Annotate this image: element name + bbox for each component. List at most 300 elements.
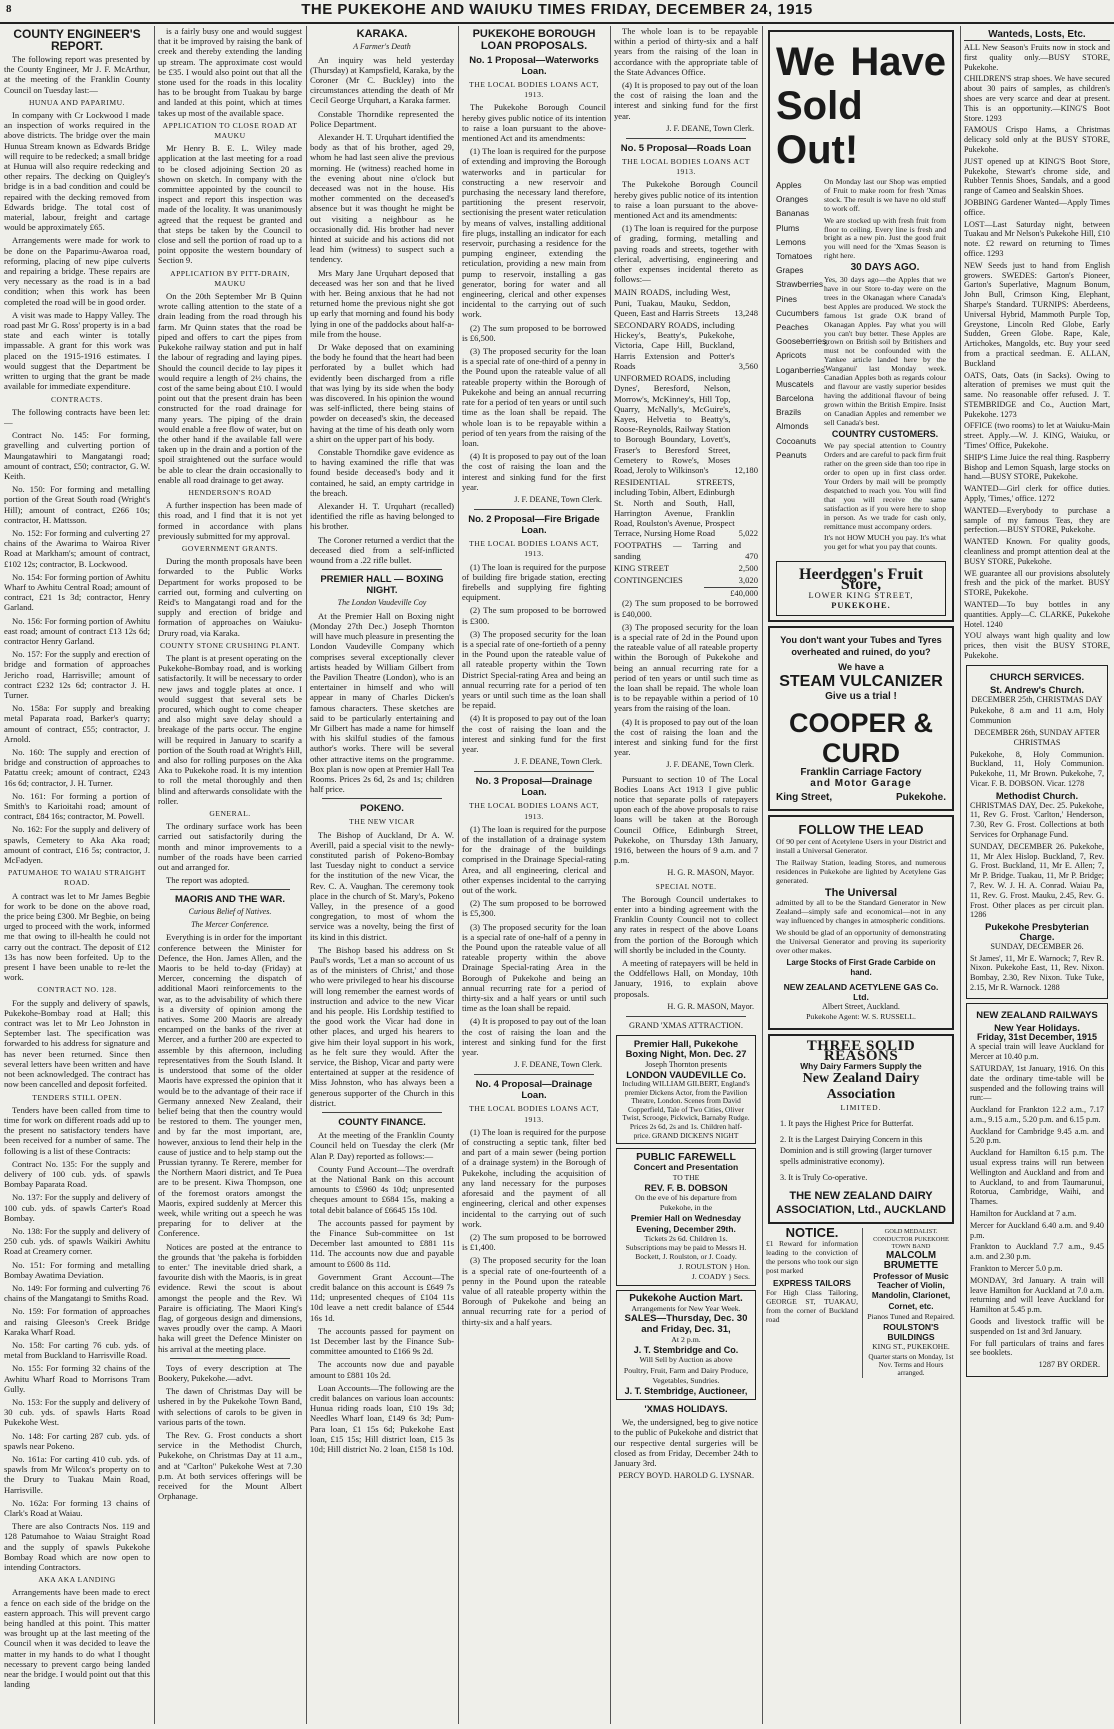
proposal-item: (3) The proposed security for the loan is a special rate of one-third of a penny in the Pound upon the rateable value of all rateable property within the Borough of Pukekohe and being an annual recurring rate for a period of ten years or until such time as the loan shall be repaid. The whole loan is to be repayable within a period of ten years from the raising of the loan. [462, 346, 606, 448]
roads-amount: 12,180 [734, 464, 758, 475]
proposal-3-heading: No. 3 Proposal—Drainage Loan. [475, 776, 593, 799]
roads-amount: 2,500 [738, 562, 758, 573]
premier-hall-heading: PREMIER HALL — BOXING NIGHT. [320, 574, 444, 597]
proposal-item: (1) The loan is required for the purpose of extending and improving the Borough waterworks and in particular for constructing a new reservoir and purchasing the necessary land therefore, partitioning the present reservoir, sectionising the present water reticulation by means of valves, installing additional fire plugs, installing an indicator for each reservoir, purchasing a residence for the pumping engineer, extending the reticulation, providing a new main from pump to reservoir, installing a gas generator, boring for water and all engineering, clerical and other expenses incidental to the carrying out of such work. [462, 146, 606, 320]
railways-text: MONDAY, 3rd January. A train will leave Hamilton for Auckland at 7.0 a.m. returning and will leave Auckland for Hamilton at 5.45 p.m. [970, 1275, 1104, 1315]
loans-act: THE LOCAL BODIES LOANS ACT, 1913. [469, 801, 599, 821]
loans-act: THE LOCAL BODIES LOANS ACT, 1913. [469, 80, 599, 100]
church-text: SUNDAY, DECEMBER 26. [990, 941, 1084, 951]
mayor-signature: H. G. R. MASON, Mayor. [667, 868, 754, 878]
classifieds-heading: Wanteds, Losts, Etc. [964, 29, 1110, 41]
fruit-item: Peanuts [776, 449, 807, 460]
fruit-item: Brazils [776, 407, 802, 418]
auction-time: At 2 p.m. [671, 1334, 701, 1344]
farewell-secretary: J. COADY } Secs. [691, 1271, 750, 1281]
masthead-title: THE PUKEKOHE AND WAIUKU TIMES FRIDAY, DECEMBER 24, 1915 [301, 1, 813, 18]
notice-text: £1 Reward for information leading to the conviction of the persons who took our sign post marked [766, 1238, 858, 1275]
subhead-drain: APPLICATION BY PITT-DRAIN, MAUKU [170, 268, 290, 288]
town-clerk-signature: J. F. DEANE, Town Clerk. [666, 123, 754, 133]
church-text: SUNDAY, DECEMBER 26. Pukekohe, 11, Mr Alex Hislop. Buckland, 7, Rev. G. Frost. Buckland, 11, Mr E. Allen; 7, Mr P. Bridge. Tuakau, 11, Mr P. Bridge; 7, Rev. W. J. H. A. Conrad. Waiau Pa, 11, Rev. G. Frost. Mauku, 2.45, Rev. G. Frost. Other places as per circuit plan. 1286 [970, 841, 1104, 920]
notice-heading: NOTICE. [785, 1225, 839, 1241]
limited: LIMITED. [840, 1103, 882, 1113]
railways-text: Frankton to Auckland 7.7 a.m., 9.45 a.m. and 2.30 p.m. [970, 1242, 1104, 1262]
patumahoe-text: A contract was let to Mr James Begbie for work to be done on the above road, the price being £300. Mr Begbie, on being urged to proceed with the work, informed me that owing to ill-health he could not carry out the contract. The deposit of £12 13s has now been forfeited. Up to the present I have been unable to re-let the work. [4, 890, 150, 983]
notice-ad [766, 1225, 858, 1377]
proposal-5-item-1: (1) The loan is required for the purpose of grading, forming, metalling and paving roads and streets, together with clerical, advertising, engineering and other expenses incidental thereto as follows:— [614, 223, 758, 285]
fruit-item: Plums [776, 222, 800, 233]
express-tailors: EXPRESS TAILORS [772, 1277, 852, 1288]
proposal-item: (4) It is proposed to pay out of the loan the cost of raising the loan and the interest and sinking fund for the first year. [462, 1016, 606, 1058]
open-tender: No. 148: For carting 287 cub. yds. of spawls near Pokeno. [4, 1430, 150, 1451]
carbide-stock: Large Stocks of First Grade Carbide on hand. [786, 958, 936, 978]
proposal-item: (3) The proposed security for the loan is a special rate of one-fortieth of a penny in the Pound upon the rateable value of all rateable property within the Town District Special-rating Area and being an annual recurring rate for a period of ten years or until such time as the loan shall be repaid. [462, 628, 606, 711]
finance-text-6: The accounts now due and payable amount to £881 10s 2d. [310, 1359, 454, 1380]
acetylene-agent: Pukekohe Agent: W. S. RUSSELL. [806, 1012, 916, 1022]
classified-item: YOU always want high quality and low prices, then visit the BUSY STORE, Pukekohe. [964, 631, 1110, 661]
roads-amount: 13,248 [734, 307, 758, 318]
aka-aka-text: Arrangements have been made to erect a fence on each side of the bridge on the eastern approach. This will prevent cargo being handled at this point. This matter was brought up at the last meeting of the Council when it was decided to leave the matter in my hands to do what I thought necessary to prevent cargo being landed near the bridge. I would point out that this landing [4, 1587, 150, 1690]
subhead-tenders: TENDERS STILL OPEN. [32, 1092, 122, 1102]
roads-row [614, 373, 758, 475]
proposal-item: (4) It is proposed to pay out of the loan the cost of raising the loan and the interest and sinking fund for the first year. [462, 451, 606, 492]
classified-item: OATS, Oats, Oats (in Sacks). Owing to alteration of premises we must quit the same. No reasonable offer refused. J. T. STEMBRIDGE and Co., Auction Mart, Pukekohe. 1273 [964, 370, 1110, 419]
subhead-general: GENERAL. [209, 809, 251, 819]
church-text: Pukekohe, 8, Holy Communion. Buckland, 11, Holy Communion. Pukekohe, 11, Mr Brown. Pukekohe, 7, Vicar. F. B. DOBSON. Vicar. 1278 [970, 749, 1104, 788]
maoris-subheading: Curious Belief of Natives. [188, 907, 272, 917]
column-loans-continued [614, 26, 758, 1724]
sold-text-2: We are stocked up with fresh fruit from floor to ceiling. Every line is fresh and bright as a new pin. Just the good fruit you will need for the 'Xmas Season is right here. [824, 215, 946, 261]
grand-xmas: GRAND 'XMAS ATTRACTION. [629, 1021, 743, 1031]
cooper-address [776, 793, 946, 803]
karaka-subheading: A Farmer's Death [353, 42, 411, 51]
roulstons-buildings: ROULSTON'S BUILDINGS [883, 1321, 939, 1343]
vaudeville-venue: Premier Hall, Pukekohe [633, 1038, 739, 1050]
auction-company: J. T. Stembridge and Co. [633, 1345, 739, 1356]
auctioneer: J. T. Stembridge, Auctioneer, [624, 1385, 748, 1396]
railways-ad [966, 1003, 1108, 1377]
st-andrews-heading: St. Andrew's Church. [989, 683, 1085, 695]
karaka-text-5: Dr Wake deposed that on examining the body he found that the heart had been perforated by a bullet which had evidently been discharged from a rifle that was lying by its side when the body was discovered. In his opinion the wound was self-inflicted, there being stains of powder on deceased's skin, the deceased having at the time of his death only worn a shirt on the upper part of his body. [310, 341, 454, 444]
roads-row [614, 320, 758, 371]
subhead-henderson: HENDERSON'S ROAD [188, 487, 272, 497]
music-teacher-ad [862, 1228, 956, 1377]
pokeno-text: The Bishop of Auckland, Dr A. W. Averill, paid a special visit to the newly-constituted parish of Pokeno-Bombay last Tuesday night to conduct a service for the institution of the new Vicar, the Rev. C. A. Vaughan. The ceremony took place in the church of St. Mary's, Pokeno Valley, in the presence of a good congregation, to most of whom the service was a novelty, being the first of its kind in this district. [310, 829, 454, 942]
finance-text-5: The accounts passed for payment on 1st December last by the Finance Sub-committee amounted to £166 9s 2d. [310, 1325, 454, 1357]
open-tender: No. 138: For the supply and delivery of 250 cub. yds. of spawls Waikiri Awhitu Road at Creamery corner. [4, 1225, 150, 1257]
roads-name: KING STREET [614, 562, 670, 573]
karaka-text-2: Constable Thorndike represented the Police Department. [310, 108, 454, 129]
general-text: The ordinary surface work has been carried out satisfactorily during the month and minor improvements to a number of the roads have been carried out and arranged for. [158, 821, 302, 873]
lead-text-2: The Railway Station, leading Stores, and numerous residences in Pukekohe are lighted by Acetylene Gas generated. [776, 858, 946, 886]
masthead [0, 0, 1114, 24]
classified-item: WE guarantee all our provisions absolutely fresh and the pick of the market. BUSY STORE, Pukekohe. [964, 568, 1110, 598]
classified-item: ALL New Season's Fruits now in stock and first quality only.—BUSY STORE, Pukekohe. [964, 43, 1110, 72]
tenders-text: Tenders have been called from time to time for work on different roads add up to the present no satisfactory tenders have been received for a number of same. The following is a list of these Contracts: [4, 1104, 150, 1156]
frost-service-note: The Rev. G. Frost conducts a short service in the Methodist Church, Pukekohe, on Christmas Day at 11 a.m., and at "Carlton" Pukekohe West at 7.30 p.m. At both services offerings will be received for the Mount Albert Orphanage. [158, 1430, 302, 1502]
railways-text: Auckland for Frankton 12.2 a.m., 7.17 a.m., 9.15 a.m., 5.20 p.m. and 6.15 p.m. [970, 1105, 1104, 1124]
karaka-text-6: Constable Thorndike gave evidence as to having examined the rifle that was found beside deceased's body and it contained, he said, an empty cartridge in the breach. [310, 447, 454, 498]
engineer-intro: The following report was presented by the County Engineer, Mr J. F. McArthur, at the meeting of the Franklin County Council on Tuesday last:— [4, 54, 150, 95]
finance-text: At the meeting of the Franklin County Council held on Tuesday the clerk (Mr Alan P. Day) reported as follows:— [310, 1130, 454, 1161]
contract-item: No. 157: For the supply and erection of bridge and formation of approaches Jericho road, Harrisville; amount of contract £232 12s 6d; contractor J. H. Turner. [4, 649, 150, 700]
acetylene-company: NEW ZEALAND ACETYLENE GAS Co. Ltd. [783, 981, 939, 1002]
roads-row [614, 477, 758, 538]
fruit-item: Pines [776, 293, 797, 304]
farewell-tickets: Tickets 2s 6d. Children 1s. [644, 1233, 728, 1243]
open-tender: Contract No. 135: For the supply and delivery of 100 cub. yds. of spawls Bombay Paparata Road. [4, 1158, 150, 1190]
proposal-2-heading: No. 2 Proposal—Fire Brigade Loan. [468, 514, 600, 537]
railways-text: For full particulars of trains and fares see booklets. [970, 1338, 1104, 1358]
pokeno-text-2: The Bishop based his address on St Paul's words, 'Let a man so account of us as of the ministers of Christ,' and those who were privileged to hear his discourse will long remember the earnest words of instruction and advice to the new Vicar and his people. His Lordship testified to the good work the Vicar had done in other places, and urged his hearers to give him their loyal support in his work, as he felt sure they would. After the service, the Bishop, Vicar and party were entertained at supper at the residence of Miss Johnston, who has always been a generous supporter of the Church in this district. [310, 944, 454, 1108]
fruit-item: Strawberries [776, 279, 824, 290]
column-engineer-report [4, 26, 150, 1724]
cooper-curd-name: COOPER & CURD [788, 708, 934, 769]
railways-text: Hamilton for Auckland at 7 a.m. [970, 1209, 1077, 1219]
sold-text: On Monday last our Shop was emptied of Fruit to make room for fresh 'Xmas stock. The result is we have no old stuff to work off. [824, 177, 946, 213]
fruit-item: Tomatoes [776, 251, 813, 262]
fruit-item: Oranges [776, 194, 809, 205]
page-number: 8 [6, 3, 12, 15]
gold-medalist: GOLD MEDALIST. CONDUCTOR PUKEKOHE TOWN BAND [873, 1228, 949, 1251]
vaudeville-ad [616, 1035, 756, 1144]
cooper-town: Pukekohe. [895, 791, 946, 803]
fruit-item: Cucumbers [776, 307, 819, 318]
proposal-item: (3) The proposed security for the loan is a special rate of 2d in the Pound upon the rateable value of all rateable property within the Borough of Pukekohe and being an annual recurring rate for a period of ten years or until such time as the loan shall be repaid. The whole loan is to be repayable within a period of 10 years from the raising of the loan. [614, 621, 758, 714]
open-tender: No. 155: For forming 32 chains of the Awhitu Wharf Road to Morrisons Tram Gully. [4, 1363, 150, 1394]
railways-date: Friday, 31st December, 1915 [977, 1031, 1097, 1042]
proposal-item: (4) It is proposed to pay out of the loan the cost of raising the loan and the interest and sinking fund for the first year. [462, 713, 606, 754]
cooper-curd-ad [768, 626, 954, 811]
classified-item: SHIP'S Lime Juice the real thing. Raspberry Bishop and Lemon Squash, large stocks on hand.—BUSY STORE, Pukekohe. [964, 452, 1110, 482]
farewell-heading: PUBLIC FAREWELL [636, 1151, 736, 1164]
roads-table [614, 287, 758, 598]
methodist-heading: Methodist Church. [995, 789, 1079, 801]
auction-sales-date: SALES—Thursday, Dec. 30 and Friday, Dec. 31, [624, 1313, 748, 1335]
country-customers-heading: COUNTRY CUSTOMERS. [831, 429, 939, 440]
proposal-1-intro: The Pukekohe Borough Council hereby gives public notice of its intention to raise a loan pursuant to the above-mentioned Act and its amendments: [462, 102, 606, 144]
fruit-store-ad [768, 30, 954, 622]
loans-act: THE LOCAL BODIES LOANS ACT, 1913. [469, 1104, 599, 1124]
roads-row [614, 563, 758, 573]
fruit-item: Gooseberries [776, 336, 827, 347]
three-reasons: THREE SOLID REASONS [806, 1037, 916, 1064]
sold-out-headline: We Have Sold Out! [776, 40, 946, 172]
auction-arrangements: Arrangements for New Year Week. [631, 1304, 741, 1314]
roads-total: £40,000 [704, 587, 758, 598]
karaka-heading: KARAKA. [356, 28, 408, 40]
subhead-grants: GOVERNMENT GRANTS. [181, 543, 279, 553]
vaudeville-presenter: Joseph Thornton presents [645, 1059, 727, 1069]
roads-row [614, 575, 758, 585]
proposal-item: (1) The loan is required for the purpose of building fire brigade station, erecting firebells and supplying fire fighting equipment. [462, 561, 606, 603]
fruit-item: Apples [776, 180, 802, 190]
farewell-subscriptions: Subscriptions may be paid to Messrs H. Bockett, J. Roulston, or J. Coady. [625, 1243, 747, 1261]
open-tender: No. 151: For forming and metalling Bombay Awatima Deviation. [4, 1259, 150, 1280]
fruit-store-nameplate [776, 561, 946, 616]
contract-item: No. 156: For forming portion of Awhitu east road; amount of contract £13 12s 6d; contractor Henry Garland. [4, 615, 150, 646]
premier-hall-subheading: The London Vaudeville Coy [337, 598, 427, 608]
vaudeville-details: Including WILLIAM GILBERT, England's premier Dickens Actor, from the Pavilion Theatre, London. Scenes from David Copperfield, Tale of Two Cities, Oliver Twist, Scrooge, Pickwick, Barnaby Rudge. [622, 1079, 750, 1123]
open-tender: No. 158: For carting 76 cub. yds. of metal from Buckland to Harrisville Road. [4, 1339, 150, 1361]
contract-item: No. 160: The supply and erection of bridge and construction of approaches to Patattu creek; amount of contract, £243 16s 6d; contractor, J. H. Turner. [4, 747, 150, 788]
special-note-heading: SPECIAL NOTE. [655, 881, 717, 891]
fruit-item: Barcelona [776, 393, 814, 404]
karaka-text-7: Alexander H. T. Urquhart (recalled) identified the rifle as having belonged to his brother. [310, 501, 454, 532]
lead-text: Of 90 per cent of Acetylene Users in your District and install a Universal Generator. [776, 837, 946, 856]
loan-repay-text-2: (4) It is proposed to pay out of the loan the cost of raising the loan and the interest and sinking fund for the first year. [614, 80, 758, 121]
classified-item: CHILDREN'S strap shoes. We have secured about 30 pairs of samples, as children's shoes are very scarce and dear at present. This is an opportunity.—KING'S Boot Store. 1293 [964, 74, 1110, 123]
tubes-question: You don't want your Tubes and Tyres overheated and ruined, do you? [780, 635, 942, 658]
classified-item: WANTED—To buy bottles in any quantities. Apply—C. CLARKE, Pukekohe Hotel. 1240 [964, 600, 1110, 629]
town-band-note: The dawn of Christmas Day will be ushered in by the Pukekohe Town Band, with selections of carols to be given in various parts of the town. [158, 1386, 302, 1427]
pokeno-heading: POKENO. [360, 803, 404, 815]
railways-text: A special train will leave Auckland for Mercer at 10.40 p.m. [970, 1042, 1104, 1062]
classified-item: LOST—Last Saturday night, between Tuakau and Mr Nelson's Pukekohe Hill, £10 note. £2 reward on returning to Times office. 1293 [964, 219, 1110, 258]
subhead-close-road: APPLICATION TO CLOSE ROAD AT MAUKU [162, 120, 298, 141]
contract-128-text: For the supply and delivery of spawls, Pukekohe-Bombay road at Hall; this contract was let to Mr Leo Johnston in September last. The specification was forwarded to his address for signature and has never been returned. Since then several letters have been written and have not been acknowledged. The contract has now been cancelled and deposit forfeited. [4, 997, 150, 1090]
thirty-days-heading: 30 DAYS AGO. [850, 262, 920, 274]
railways-text: Mercer for Auckland 6.40 a.m. and 9.40 p.m. [970, 1220, 1104, 1240]
farewell-occasion: On the eve of his departure from Pukekohe, in the [635, 1193, 737, 1213]
fruit-item: Loganberries [776, 364, 825, 375]
fruit-list [776, 178, 827, 555]
fruit-item: Almonds [776, 421, 809, 432]
roads-name: CONTINGENCIES [614, 574, 683, 585]
loan-proposals-heading: PUKEKOHE BOROUGH LOAN PROPOSALS. [472, 28, 596, 52]
column-report-continued [158, 26, 302, 1724]
cooper-street: King Street, [776, 791, 833, 803]
auction-sell: Will Sell by Auction as above [639, 1355, 733, 1365]
grants-text: During the month proposals have been forwarded to the Public Works Department for works proposed to be carried out, forming and culverting on Reid's to Mangatangi road and for the supply and erection of bridge and formation of approaches on Waiuku-Drury road, via Karaka. [158, 556, 302, 638]
reasons-list [776, 1118, 946, 1183]
fruit-store-body [824, 178, 946, 555]
roads-name: UNFORMED ROADS, including Dynes', Beresford, Nelson, Morrow's, McKinney's, Hill Top, Quarry, McNally's, McGuire's, Kayes, Helvetia to Beatty's, Roose-Reynolds, Railway Station to Borough Boundary, Lovett's, Fraser's to Beresford Street, Cemetery to Rowe's, Moses Road, Jeroly to Wilkinson's [614, 373, 731, 475]
lead-text-4: We should be glad of an opportunity of demonstrating the Universal Generator and proving its superiority over other makes. [776, 928, 946, 956]
pianos-tuned: Pianos Tuned and Repaired. [867, 1311, 955, 1321]
finance-text-3: The accounts passed for payment by the Finance Sub-committee on 1st December last amounted to £881 11s 11d. The accounts now due and payable amount to £600 8s 11d. [310, 1217, 454, 1269]
vaudeville-prices: Prices 2s 6d, 2s and 1s. Children half-price. GRAND DICKEN'S NIGHT [629, 1122, 743, 1140]
auction-items: Poultry, Fruit, Farm and Dairy Produce, Vegetables, Sundries. [623, 1365, 749, 1385]
column-classifieds [964, 26, 1110, 1724]
proposal-5-heading: No. 5 Proposal—Roads Loan [620, 143, 752, 155]
engineer-report-heading: COUNTY ENGINEER'S REPORT. [13, 27, 141, 53]
church-text: DECEMBER 25th, CHRISTMAS DAY [971, 694, 1103, 704]
proposal-1-heading: No. 1 Proposal—Waterworks Loan. [469, 55, 599, 77]
proposal-item: (2) The sum proposed to be borrowed is £6,500. [462, 322, 606, 343]
church-text: Pukekohe, 8 a.m and 11 a.m, Holy Communion [970, 706, 1104, 726]
farewell-venue: Premier Hall on Wednesday Evening, December 29th. [630, 1213, 742, 1234]
open-tender: No. 162a: For forming 13 chains of Clark's Road at Waiau. [4, 1497, 150, 1519]
karaka-text: An inquiry was held yesterday (Thursday) at Kampsfield, Karaka, by the Coroner (Mr C. Buckley) into the circumstances attending the death of Mr Cecil George Urquhart, a Karaka farmer. [310, 54, 454, 106]
maoris-text-2: Notices are posted at the entrance to the grounds that 'the pakeha is forbidden to enter.' The inevitable dried shark, a favourite dish with the Maoris, is in great evidence. Rewi the scout is about amongst the people and the Rev. Wi Paraire is officiating. The Maori King's flag, of gorgeous design and dimensions, waves proudly over the camp. A Maori haka will greet the Defence Minister on his arrival at the meeting place. [158, 1241, 302, 1354]
drain-text: On the 20th September Mr B Quinn wrote calling attention to the state of a drain leading from the road through his farm. Mr Quinn states that the road be piped and offers to cart the pipes from Pukekohe railway station and put in half the labour of regrading and laying pipes. Should the council decide to lay pipes it would require a length of 2½ chains, the cost of the same being about £10. I would point out that the present drain has been constructed for the road drainage for many years. The piping of the drain would enable a free flow of water, but on the other hand if the available fall were taken up in the drain and a portion of the spoil straightened out the surface would be able to clear the drain occasionally to enable all road drainage to get away. [158, 291, 302, 485]
classified-item: WANTED—Girl clerk for office duties. Apply, 'Times,' office. 1272 [964, 484, 1110, 504]
karaka-text-8: The Coroner returned a verdict that the deceased died from a self-inflicted wound from a .22 rifle bullet. [310, 534, 454, 566]
poll-notice: Pursuant to section 10 of The Local Bodies Loans Act 1913 I give public notice that separate polls of ratepayers upon each of the above proposals to raise loans will be taken at the Borough Council Office, Edinburgh Street, Pukekohe, on Thursday 13th January, 1916, between the hours of 9 a.m. and 7 p.m. [614, 773, 758, 866]
town-clerk-signature: J. F. DEANE, Town Clerk. [514, 757, 602, 767]
motor-garage: and Motor Garage [810, 777, 912, 789]
universal-heading: The Universal [824, 887, 898, 900]
toys-note: Toys of every description at The Bookery, Pukekohe.—advt. [158, 1362, 302, 1383]
xmas-holidays-heading: 'XMAS HOLIDAYS. [644, 1404, 728, 1416]
give-us-trial: Give us a trial ! [825, 691, 897, 703]
mayor-signature: H. G. R. MASON, Mayor. [667, 1001, 754, 1011]
contract-item: No. 152: For forming and culverting 27 chains of the Awarima to Wairoa River Road at Markham's; amount of contract, £102 12s; contractor, B. Lockwood. [4, 527, 150, 569]
country-customers-text-2: It's not HOW MUCH you pay. It's what you get for what you pay that counts. [824, 533, 946, 552]
happy-valley-text: A visit was made to Happy Valley. The road past Mr G. Ross' property is in a bad state and each winter is totally impassable. A grant for this work was placed on the 1915-1916 estimates. I would suggest that the Department be written to urging that the grant be made available for immediate expenditure. [4, 309, 150, 392]
subhead-patumahoe: PATUMAHOE TO WAIAU STRAIGHT ROAD. [8, 868, 146, 888]
notice-text-3: For High Class Tailoring, GEORGE ST, TUAKAU, from the corner of Buckland road [766, 1287, 858, 1324]
county-finance-heading: COUNTY FINANCE. [338, 1117, 426, 1129]
subhead-hunua: HUNUA AND PAPARIMU. [28, 97, 126, 107]
finance-text-7: Loan Accounts—The following are the credit balances on various loan accounts: Hunua riding roads loan, £10 19s 3d; Needles Wharf loan, £149 6s 3d; Pum-Para loan, £1 15s 6d; Pukekohe East loan, £15 15s; Hill district loan, £15 3s 10d; Hill district No. 2 loan, £158 1s 10d. [310, 1382, 454, 1454]
maoris-subheading-2: The Mercer Conference. [191, 919, 269, 929]
why-dairy-farmers: Why Dairy Farmers Supply the [800, 1060, 922, 1071]
reason-item: 3. It is Truly Co-operative. [780, 1173, 868, 1183]
nz-dairy-association: New Zealand Dairy Association [802, 1071, 920, 1103]
stone-plant-text: The plant is at present operating on the Pukekohe-Bombay road, and is working satisfactorily. It will be necessary to order new jaws and toggle plates at once. I would suggest that several sets be procured, which ought to come cheaper and also might save delay should a breakage of the parts occur. The engine will be required in January to scarify a portion of the South road at Wright's Hill, and also for rolling purposes on the Aka Aka to Pukekohe road. It is my intention to roll the metal thoroughly and then blind and afterwards consolidate with the roller. [158, 652, 302, 806]
farewell-to: TO THE [672, 1172, 700, 1182]
finance-text-4: Government Grant Account—The credit balance on this account is £649 7s 11d; unpresented cheques of £104 11s 10d leave a nett credit balance of £544 16s 1d. [310, 1271, 454, 1323]
proposal-5-intro: The Pukekohe Borough Council hereby gives public notice of its intention to raise a loan pursuant to the above-mentioned Act and its amendments: [614, 179, 758, 221]
tenders-end: There are also Contracts Nos. 119 and 128 Patumahoe to Waiau Straight Road and the supply of spawls Pukekohe Bombay Road which are now open to intending Contractors. [4, 1521, 150, 1573]
proposal-item: (1) The loan is required for the purpose of constructing a septic tank, filter bed and part of a main sewer (being portion of a drainage system) in the Borough of Pukekohe, including the acquisition of any land necessary for the purposes aforesaid and the payment of all engineering, clerical and other expenses incidental to the carrying out of such work. [462, 1126, 606, 1229]
roads-name: SECONDARY ROADS, including Hickey's, Beatty's, Pukekohe, Victoria, Cape Hill, Buckland, Harris Extension and Potter's Roads [614, 320, 735, 371]
proposal-item: (3) The proposed security for the loan is a special rate of one-fourteenth of a penny in the Pound upon the rateable value of all rateable property within the Borough of Pukekohe and being an annual recurring rate for a period of thirty-six and a half years. [462, 1255, 606, 1327]
town-clerk-signature: J. F. DEANE, Town Clerk. [514, 1060, 602, 1070]
landing-text: is a fairly busy one and would suggest that it be improved by raising the bank of creek and thereby extending the landing up stream. The approximate cost would be £35. I would also point out that all the stone used for the roads in this locality has to be brought from Tuakau by barge and landed at this point, which at times takes up most of the available space. [158, 26, 302, 118]
roads-name: FOOTPATHS — Tarring and sanding [614, 540, 742, 561]
report-adopted: The report was adopted. [166, 875, 250, 886]
proposal-item: (1) The loan is required for the purpose of the installation of a drainage system for the drainage of the buildings comprised in the Drainage Special-rating Area, and all engineering, clerical and other expenses incidental to the carrying out of the work. [462, 823, 606, 896]
hunua-text: In company with Cr Lockwood I made an inspection of works required in the above districts. The bridge over the main Hunua Stream known as Edwards Bridge will require to be redecked; a small bridge at Hunua will also require redecking and other repairs. The decking on Quigley's bridge is in a bad condition and could be repaired with the decking removed from Edwards bridge. The total cost of material, labour, freight and cartage would be approximately £65. [4, 110, 150, 233]
roads-amount: 3,020 [738, 574, 758, 585]
church-text: CHRISTMAS DAY, Dec. 25. Pukekohe, 11, Rev G. Frost. 'Carlton,' Henderson, 7.30, Rev G. Frost. Collections at both Services for Orphanage Fund. [970, 800, 1104, 839]
contract-item: No. 161: For forming a portion of Smith's to Karioitahi road; amount of contract, £84 16s; contractor, M. Powell. [4, 790, 150, 822]
teacher-name: MALCOLM BRUMETTE [883, 1249, 939, 1271]
loans-act: THE LOCAL BODIES LOANS ACT 1913. [622, 157, 750, 177]
farewell-subheading: Concert and Presentation [633, 1162, 739, 1173]
classified-item: OFFICE (two rooms) to let at Waiuku-Main street. Apply.—W. J. KING, Waiuku, or 'Times' Office, Pukekohe. [964, 421, 1110, 451]
proposal-item: (2) The sum proposed to be borrowed is £40,000. [614, 598, 758, 619]
column-advertisements [766, 26, 956, 1724]
classified-item: WANTED—Everybody to purchase a sample of my famous Teas, they are perfection.—BUSY STORE, Pukekohe. [964, 505, 1110, 535]
professor-of-music: Professor of Music [873, 1270, 949, 1281]
classified-item: FAMOUS Crispo Hams, a Christmas delicacy sold only at the BUSY STORE, Pukekohe. [964, 125, 1110, 154]
open-tender: No. 161a: For carting 410 cub. yds. of spawls from Mr Wilcox's property on to the Drury to Tuakau Main Road, Harrisville. [4, 1454, 150, 1495]
classified-item: NEW Seeds just to hand from English growers. SWEDES: Garton's Pioneer, Garton's Superlative, Magnum Bonum, John Bull, Crimson King, Elephant, Sharpe's Standard. TURNIPS: Aberdeens, Universal Hybrid, Mammoth Purple Top, Greystone, Lincoln Red Globe, Early Sudden, Green Globe. Rape, Kale, Artichokes, Mangolds, etc. Buy your seed from a practical seedman. E. ALLAN, Buckland [964, 260, 1110, 368]
farewell-secretary: J. ROULSTON } Hon. [678, 1261, 750, 1271]
premier-hall-text: At the Premier Hall on Boxing night (Monday 27th Dec.) Joseph Thornton will have much pleasure in presenting the London Vaudeville Company which comprises several exceptionally clever artists headed by William Gilbert from the Pavilion Theatre (London), who is an entertainer in himself and who will appear in many of Charles Dicken's famous characters. These sketches are said to be particularly entertaining and Mr Gilbert has made a name for himself with his skilful studies of the famous author's works. There will be several other attractive items on the programme. Box plan is now open at Premier Hall Tea Rooms. Prices 2s 6d, 2s and 1s; children half price. [310, 610, 454, 795]
henderson-text: A further inspection has been made of this road, and I find that it is not yet formed in accordance with plans previously submitted for my approval. [158, 500, 302, 541]
we-have: We have a [838, 661, 884, 673]
column-karaka [310, 26, 454, 1724]
thirty-days-text: Yes, 30 days ago—the Apples that we have in our Store to-day were on the trees in the Okanagan where Canada's best Apples are produced. We stock the famous 1st grade O.K brand of Okanagan Apples. Pay what you will you can't buy better. These Apples are grown on British soil by Britishers and must not be confounded with the Yankee article landed here by the 'Wanganui' last Monday week. Canadian Apples both as regards colour and flavour are vastly superior besides having the additional flavour of being grown within the British Empire. Insist on Canadian Apples and remember we sell Canada's best. [824, 275, 946, 427]
auction-mart-ad [616, 1290, 756, 1400]
roads-name: RESIDENTIAL STREETS, including Tobin, Albert, Edinburgh St. North and South, Hall, Harrington Avenue, Franklin Road, Roulston's Avenue, Prospect Terrace, Nursing Home Road [614, 477, 735, 539]
reason-item: 2. It is the Largest Dairying Concern in this Dominion and is still growing (larger turnover spells administrative economy). [780, 1135, 932, 1167]
fruit-item: Lemons [776, 236, 806, 247]
vaudeville-date: Boxing Night, Mon. Dec. 27 [625, 1048, 747, 1060]
contract-item: No. 154: For forming portion of Awhitu Wharf to Awhitu Central Road; amount of contract, £21 1s 3d; contractor, Henry Garland. [4, 571, 150, 613]
xmas-holidays-text: We, the undersigned, beg to give notice to the public of Pukekohe and district that our respective dental surgeries will be closed as from Friday, December 24th to January 3rd. [614, 1417, 758, 1468]
subhead-contract-128: CONTRACT NO. 128. [37, 985, 117, 995]
proposal-4-heading: No. 4 Proposal—Drainage Loan. [475, 1079, 593, 1102]
open-tender: No. 149: For forming and culverting 76 chains of the Mangatangi to Smiths Road. [4, 1282, 150, 1304]
church-text: DECEMBER 26th, SUNDAY AFTER CHRISTMAS [974, 728, 1100, 747]
nzda-name: THE NEW ZEALAND DAIRY ASSOCIATION, Ltd., AUCKLAND [776, 1190, 946, 1217]
fruit-item: Apricots [776, 350, 807, 361]
roads-row [614, 540, 758, 560]
reason-item: 1. It pays the Highest Price for Butterfat. [780, 1119, 914, 1129]
carriage-factory: Franklin Carriage Factory [800, 767, 922, 779]
open-tender: No. 137: For the supply and delivery of 100 cub. yds. of spawls Carter's Road Bombay. [4, 1192, 150, 1223]
roads-amount: 3,560 [738, 360, 758, 371]
special-note-text: The Borough Council undertakes to enter into a binding agreement with the Franklin County Council not to collect any rates in respect of the above Loans from the portion of the Borough which will shortly be included in the County. [614, 893, 758, 955]
maoris-heading: MAORIS AND THE WAR. [175, 894, 285, 906]
king-st: KING ST., PUKEKOHE. [872, 1342, 950, 1352]
proposal-item: (2) The sum proposed to be borrowed is £1,400. [462, 1231, 606, 1253]
follow-the-lead: FOLLOW THE LEAD [798, 822, 924, 838]
proposal-item: (4) It is proposed to pay out of the loan the cost of raising the loan and the interest and sinking fund for the first year. [614, 716, 758, 758]
column-loan-proposals [462, 26, 606, 1724]
fruit-item: Bananas [776, 208, 810, 219]
steam-vulcanizer: STEAM VULCANIZER [779, 673, 943, 691]
hunua-text-2: Arrangements were made for work to be done on the Paparimu-Awaroa road, reforming, placing of new pipe culverts and repairing a bridge. These repairs are very necessary as the road is in a bad condition; when this work has been completed the road will be in good order. [4, 235, 150, 307]
auction-mart-heading: Pukekohe Auction Mart. [629, 1293, 743, 1305]
by-order: 1287 BY ORDER. [1038, 1360, 1100, 1370]
church-services [966, 665, 1108, 999]
farewell-ad [616, 1148, 756, 1286]
lead-text-3: admitted by all to be the Standard Generator in New Zealand—simply safe and economical—not in any way influenced by changes in atmospheric conditions. [776, 898, 946, 926]
bottom-ads [766, 1225, 956, 1378]
classified-item: JOBBING Gardener Wanted—Apply Times office. [964, 197, 1110, 217]
roads-name: MAIN ROADS, including West, Puni, Tuakau, Mauku, Seddon, Queen, East and Harris Streets [614, 287, 731, 318]
open-tender: No. 153: For the supply and delivery of 30 cub. yds. of spawls Harts Road Pukekohe West. [4, 1396, 150, 1428]
proposal-item: (2) The sum proposed to be borrowed is £5,300. [462, 898, 606, 919]
subhead-contracts: CONTRACTS. [50, 394, 104, 404]
fruit-item: Peaches [776, 322, 809, 333]
country-customers-text: We pay special attention to Country Orders and are careful to pack firm fruit rather on the green side than too ripe in order to open up in first class order. Your Orders by mail will be promptly despatched to reach you. You will find that you will receive the same satisfaction as if you were here to shop in person. As we trade for cash only, remittance must accompany orders. [824, 441, 946, 531]
contract-item: Contract No. 145: For forming, gravelling and culverting portion of Maungatawhiri to Mangatangi road; amount of contract, £50; contractor, G. W. Keith. [4, 430, 150, 481]
railways-text: Auckland for Cambridge 9.45 a.m. and 5.20 p.m. [970, 1126, 1104, 1146]
new-year-holidays: New Year Holidays. [994, 1021, 1080, 1033]
railways-text: Auckland for Hamilton 6.15 p.m. The usual express trains will run between Wellington and Auckland and from and to Auckland, to and from Taumarunui, Rotorua, Cambridge, Waihi, and Thames. [970, 1148, 1104, 1207]
quarter-starts: Quarter starts on Monday, 1st Nov. Terms and Hours arranged. [868, 1352, 954, 1378]
acetylene-address: Albert Street, Auckland. [822, 1002, 900, 1012]
town-clerk-signature: J. F. DEANE, Town Clerk. [514, 494, 602, 504]
railways-text: Goods and livestock traffic will be suspended on 1st and 3rd January. [970, 1317, 1104, 1336]
contract-item: No. 158a: For supply and breaking metal Paparata road, Barker's quarry; amount of contract, £55; contractor, J. Arnold. [4, 703, 150, 744]
contract-item: No. 150: For forming and metalling portion of the Great South road (Wright's Hill); amount of contract, £266 10s; contractor, H. Mattsson. [4, 484, 150, 525]
fruit-item: Muscatels [776, 378, 814, 389]
subhead-stone-plant: COUNTY STONE CRUSHING PLANT. [159, 640, 300, 650]
close-road-text: Mr Henry B. E. L. Wiley made application at the last meeting for a road to be closed adjoining Section 20 as shown on sketch. In company with the committee appointed by the council to inspect and report this inspection was made of the locality. It was unanimously agreed that the request be granted and that steps be taken by the Council to close and sell the portion of road up to a point opposite the western boundary of Section 9. [158, 143, 302, 266]
contract-item: No. 162: For the supply and delivery of spawls, Cemetery to Aka Aka road; amount of contract, £16 5s; contractor, J. McFadyen. [4, 824, 150, 866]
fruit-store-town: PUKEKOHE. [831, 600, 891, 610]
farewell-name: REV. F. B. DOBSON [644, 1182, 728, 1193]
pokeno-subhead: THE NEW VICAR [349, 817, 415, 827]
contracts-intro: The following contracts have been let:— [4, 406, 150, 427]
town-clerk-signature: J. F. DEANE, Town Clerk. [666, 760, 754, 770]
railways-text: SATURDAY, 1st January, 1916. On this date the ordinary time-table will be suspended and the following trains will run:— [970, 1063, 1104, 1103]
proposal-item: (3) The proposed security for the loan is a special rate of one-half of a penny in the Pound upon the rateable value of all rateable property within the above Drainage Special-rating Area in the Borough of Pukekohe and being an annual recurring rate for a period of thirty-six and a half years or until such time as the loan shall be repaid. [462, 921, 606, 1014]
fruit-item: Cocoanuts [776, 435, 817, 446]
railways-heading: NEW ZEALAND RAILWAYS [976, 1009, 1098, 1021]
presbyterian-heading: Pukekohe Presbyterian Charge. [985, 921, 1089, 942]
classified-item: WANTED Known. For quality goods, cleanliness and prompt attention deal at the BUSY STORE, Pukekohe. [964, 537, 1110, 566]
karaka-text-4: Mrs Mary Jane Urquhart deposed that deceased was her son and that he lived with her. Being anxious that he had not returned home the previous night she got up early that morning and found his body lying in one of the paddocks about half-a-mile from the house. [310, 267, 454, 339]
